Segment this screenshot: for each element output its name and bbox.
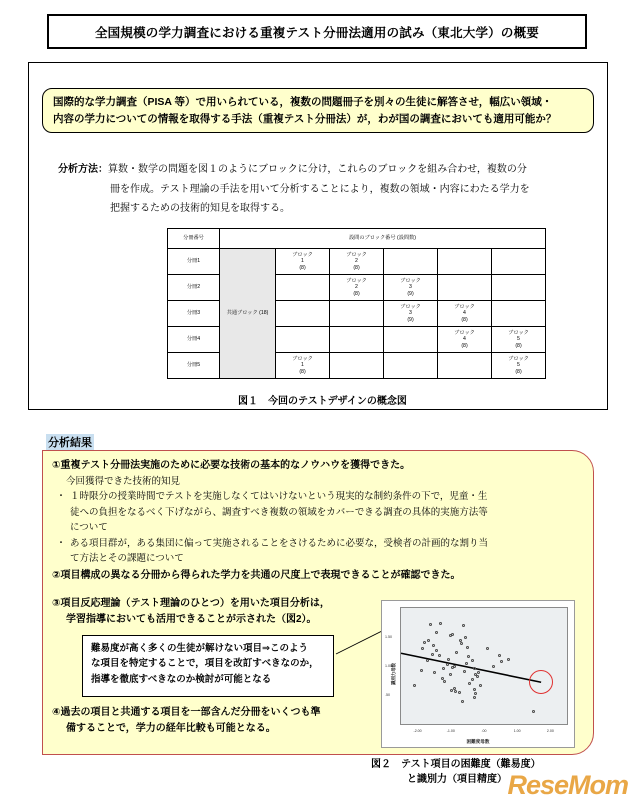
chart-x-axis-label: 困難度母数	[466, 739, 490, 744]
block-count: (8)	[353, 264, 360, 271]
chart-x-tick-label: -1.00	[446, 729, 455, 733]
block-number: 5	[517, 362, 520, 369]
cell-r5c3-empty	[384, 353, 438, 379]
cell-r1c2	[330, 249, 384, 275]
research-question-line-2: 内容の学力についての情報を取得する手法（重複テスト分冊法）が，わが国の調査においても適用可能か？	[53, 112, 557, 125]
result-item-1-subheading: 今回獲得できた技術的知見	[66, 476, 181, 487]
analysis-method-line-1: 算数・数学の問題を図１のようにブロックに分け，これらのブロックを組み合わせ，複数の分	[108, 164, 527, 175]
chart-x-tick-label: -2.00	[413, 729, 422, 733]
chart-data-point	[471, 659, 474, 662]
cell-r1c5-empty	[492, 249, 546, 275]
block-number: 4	[463, 310, 466, 317]
chart-data-point	[453, 687, 456, 690]
chart-y-tick-label: 1.00	[385, 664, 392, 668]
chart-data-point	[473, 667, 476, 670]
block-name: ブロック	[292, 355, 313, 362]
chart-data-point	[432, 644, 435, 647]
cell-r4c1-empty	[276, 327, 330, 353]
block-name: ブロック	[400, 277, 421, 284]
chart-data-point	[464, 636, 467, 639]
result-item-1: ①重複テスト分冊法実施のために必要な技術の基本的なノウハウを獲得できた。	[52, 460, 411, 471]
row-label-booklet-1: 分冊1	[168, 249, 220, 275]
chart-data-point	[500, 660, 503, 663]
cell-r1c1	[276, 249, 330, 275]
cell-r3c1-empty	[276, 301, 330, 327]
block-name: ブロック	[400, 303, 421, 310]
cell-r2c4-empty	[438, 275, 492, 301]
table-header-booklet-number: 分冊番号	[168, 229, 220, 249]
chart-data-point	[429, 623, 432, 626]
block-name: ブロック	[346, 251, 367, 258]
chart-data-point	[449, 673, 452, 676]
result-item-3-line-1: ③項目反応理論（テスト理論のひとつ）を用いた項目分析は，	[52, 598, 330, 610]
block-count: (8)	[461, 342, 468, 349]
block-number: 1	[301, 362, 304, 369]
figure-2-caption	[371, 758, 601, 787]
figure-1-caption: 図１ 今回のテストデザインの概念図	[238, 396, 407, 407]
block-number: 2	[355, 258, 358, 265]
bullet-marker: ・	[56, 491, 66, 503]
bullet-1-line-3: について	[70, 522, 108, 534]
page-title-box	[47, 14, 587, 49]
block-count: (8)	[353, 290, 360, 297]
row-label-booklet-4: 分冊4	[168, 327, 220, 353]
chart-data-point	[443, 680, 446, 683]
block-name: ブロック	[508, 329, 529, 336]
cell-r4c5	[492, 327, 546, 353]
chart-data-point	[454, 690, 457, 693]
chart-data-point	[468, 682, 471, 685]
result-bullet-1	[52, 489, 552, 535]
block-number: 5	[517, 336, 520, 343]
result-bullet-2	[52, 536, 552, 567]
block-count: (8)	[299, 368, 306, 375]
block-number: 3	[409, 310, 412, 317]
cell-r3c2-empty	[330, 301, 384, 327]
chart-data-point	[492, 665, 495, 668]
block-name: ブロック	[508, 355, 529, 362]
block-number: 1	[301, 258, 304, 265]
chart-y-axis-label: 識別力母数	[390, 663, 396, 685]
chart-x-tick-label: 1.00	[513, 729, 521, 733]
table-header-row	[168, 229, 546, 249]
chart-data-point	[476, 675, 479, 678]
block-count: (8)	[461, 316, 468, 323]
chart-x-tick-label: 2.00	[546, 729, 554, 733]
chart-data-point	[532, 710, 535, 713]
figure-2-scatter-chart	[381, 600, 575, 748]
chart-y-tick-label: 1.50	[385, 635, 392, 639]
block-count: (8)	[299, 264, 306, 271]
chart-data-point	[466, 646, 469, 649]
cell-r1c3-empty	[384, 249, 438, 275]
chart-data-point	[486, 647, 489, 650]
analysis-method-line-3: 把握するための技術的知見を取得する。	[110, 203, 290, 214]
common-block-cell	[220, 249, 276, 379]
analysis-method-label: 分析方法：	[58, 164, 108, 175]
result-item-4-line-2: 備することで，学力の経年比較も可能となる。	[66, 723, 276, 734]
cell-r2c1-empty	[276, 275, 330, 301]
block-count: (8)	[515, 342, 522, 349]
analysis-method-body	[108, 162, 578, 179]
bullet-2-line-1: ある項目群が，ある集団に偏って実施されることをさけるために必要な，受検者の計画的な割り当	[70, 537, 489, 549]
bullet-1-line-2: 徒への負担をなるべく下げながら、調査すべき複数の領域をカバーできる調査の具体的実施方法等	[70, 506, 488, 518]
chart-data-point	[447, 658, 450, 661]
block-name: ブロック	[454, 303, 475, 310]
bullet-2-line-2: て方法とその課題について	[70, 552, 184, 564]
figure-2-caption-line-1: 図２ テスト項目の困難度（難易度）	[371, 759, 541, 770]
analysis-method-block	[58, 162, 578, 218]
chart-x-tick-label: .00	[481, 729, 487, 733]
cell-r1c4-empty	[438, 249, 492, 275]
block-number: 3	[409, 284, 412, 291]
result-item-2: ②項目構成の異なる分冊から得られた学力を共通の尺度上で表現できることが確認できた。	[52, 570, 461, 582]
chart-data-point	[465, 662, 468, 665]
common-block-name: 共通ブロック	[226, 310, 258, 317]
chart-data-point	[442, 667, 445, 670]
block-name: ブロック	[346, 277, 367, 284]
note-line-3: 指導を徹底すべきなのか検討が可能となる	[91, 673, 272, 685]
research-question-callout	[42, 88, 594, 133]
block-count: (8)	[515, 368, 522, 375]
bullet-marker: ・	[56, 537, 66, 549]
bullet-1-line-1: １時限分の授業時間でテストを実施しなくてはいけないという現実的な制約条件の下で，児童・生	[70, 491, 488, 503]
result-item-4	[52, 705, 382, 737]
table-header-blocks	[220, 229, 546, 249]
common-block-count: (18)	[259, 310, 269, 317]
cell-r4c4	[438, 327, 492, 353]
chart-data-point	[455, 651, 458, 654]
chart-trend-line	[401, 608, 567, 724]
cell-r5c2-empty	[330, 353, 384, 379]
block-number: 4	[463, 336, 466, 343]
chart-data-point	[451, 633, 454, 636]
cell-r2c3	[384, 275, 438, 301]
block-count: (9)	[407, 316, 414, 323]
chart-data-point	[473, 688, 476, 691]
block-name: ブロック	[292, 251, 313, 258]
difficulty-note-box	[82, 635, 334, 697]
analysis-method-line-2: 冊を作成。テスト理論の手法を用いて分析することにより，複数の領域・内容にわたる学力を	[110, 183, 530, 195]
table-row	[168, 249, 546, 275]
section-heading-results: 分析結果	[46, 434, 94, 452]
table-header-blocks-line-1: 設問のブロック番号	[348, 235, 396, 242]
note-line-2: な項目を特定することで，項目を改訂すべきなのか，	[91, 658, 319, 670]
research-question-line-1: 国際的な学力調査（PISA 等）で用いられている，複数の問題冊子を別々の生徒に解答させ，幅広い領域・	[53, 96, 553, 109]
cell-r3c3	[384, 301, 438, 327]
block-name: ブロック	[454, 329, 475, 336]
cell-r2c2	[330, 275, 384, 301]
bullet-2-text	[70, 536, 488, 567]
row-label-booklet-3: 分冊3	[168, 301, 220, 327]
chart-data-point	[421, 647, 424, 650]
table-header-blocks-line-2: (設問数)	[397, 235, 417, 242]
chart-data-point	[498, 654, 501, 657]
chart-data-point	[426, 659, 429, 662]
result-item-4-line-1: ④過去の項目と共通する項目を一部含んだ分冊をいくつも準	[52, 707, 321, 718]
chart-y-tick-label: .50	[385, 693, 390, 697]
page-title: 全国規模の学力調査における重複テスト分冊法適用の試み（東北大学）の概要	[94, 25, 539, 40]
cell-r5c1	[276, 353, 330, 379]
chart-data-point	[462, 624, 465, 627]
block-count: (9)	[407, 290, 414, 297]
figure-2-caption-line-2: と識別力（項目精度）	[407, 773, 507, 785]
cell-r3c5-empty	[492, 301, 546, 327]
cell-r4c2-empty	[330, 327, 384, 353]
chart-data-point	[507, 658, 510, 661]
cell-r4c3-empty	[384, 327, 438, 353]
chart-data-point	[453, 665, 456, 668]
bullet-1-text	[70, 489, 488, 535]
result-item-3-line-2: 学習指導においても活用できることが示された（図2）。	[66, 614, 317, 626]
block-number: 2	[355, 284, 358, 291]
note-line-1: 難易度が高く多くの生徒が解けない項目⇒このよう	[91, 643, 308, 654]
row-label-booklet-2: 分冊2	[168, 275, 220, 301]
cell-r2c5-empty	[492, 275, 546, 301]
test-design-table	[167, 228, 546, 379]
cell-r5c4-empty	[438, 353, 492, 379]
cell-r3c4	[438, 301, 492, 327]
resemom-watermark: ReseMom	[507, 770, 628, 800]
cell-r5c5	[492, 353, 546, 379]
row-label-booklet-5: 分冊5	[168, 353, 220, 379]
